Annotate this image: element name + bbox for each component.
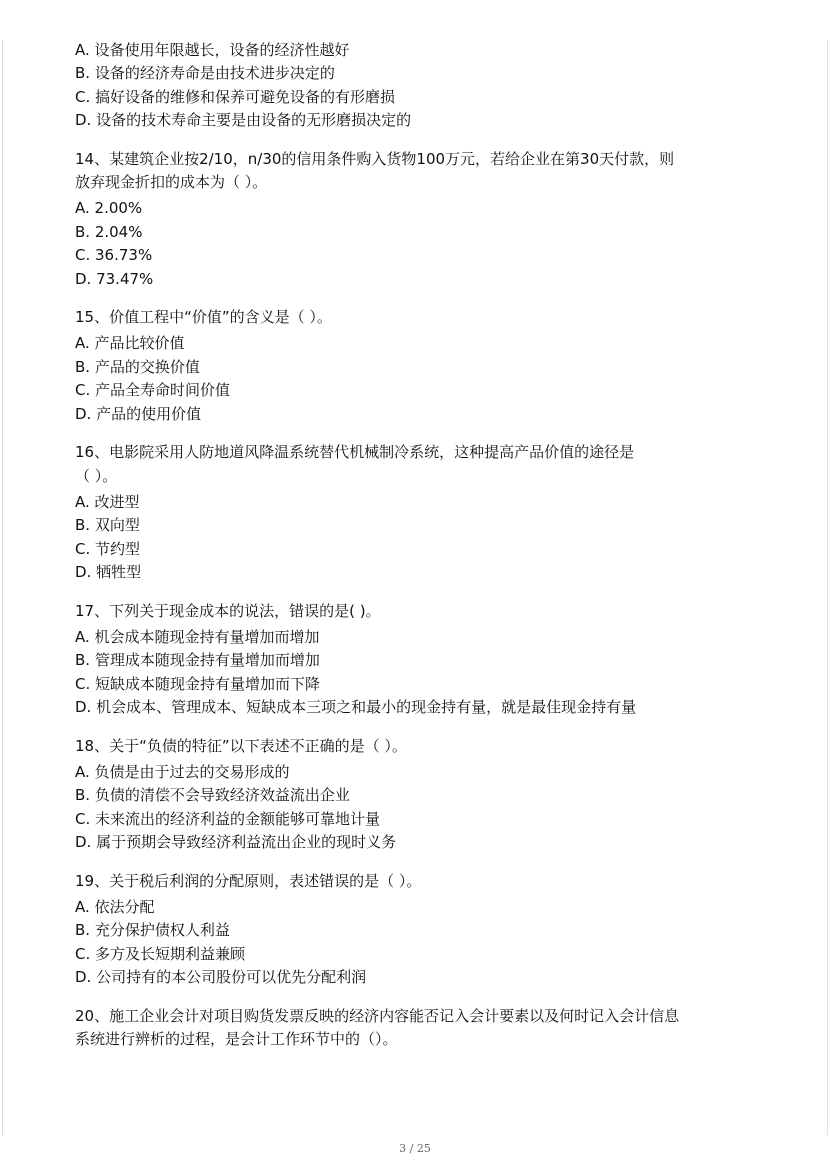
option: C. 节约型	[75, 539, 141, 558]
question-text: 17、下列关于现金成本的说法，错误的是( )。	[75, 601, 381, 620]
option: B. 负债的清偿不会导致经济效益流出企业	[75, 786, 350, 805]
option: B. 管理成本随现金持有量增加而增加	[75, 651, 320, 670]
page-edge-left	[2, 40, 3, 1135]
option: A. 依法分配	[75, 898, 155, 916]
option: D. 73.47%	[75, 269, 154, 288]
option: B. 双向型	[75, 516, 140, 535]
option: B. 充分保护债权人利益	[75, 921, 230, 940]
option: B. 设备的经济寿命是由技术进步决定的	[75, 64, 335, 83]
page-number: 3 / 25	[399, 1142, 431, 1155]
option: A. 负债是由于过去的交易形成的	[75, 762, 290, 781]
option: B. 产品的交换价值	[75, 357, 200, 376]
option: C. 36.73%	[75, 246, 153, 265]
question-14	[75, 148, 755, 291]
option: C. 短缺成本随现金持有量增加而下降	[75, 674, 321, 693]
page-edge-right	[827, 40, 828, 1135]
option: D. 公司持有的本公司股份可以优先分配利润	[75, 968, 367, 987]
question-text: （ ）。	[75, 466, 118, 485]
question-text: 放弃现金折扣的成本为（ ）。	[75, 173, 268, 192]
question-17	[75, 600, 755, 720]
option: B. 2.04%	[75, 222, 143, 241]
question-15	[75, 306, 755, 426]
question-text: 19、关于税后利润的分配原则，表述错误的是（ ）。	[75, 871, 422, 890]
question-list	[75, 39, 755, 1051]
question-19	[75, 870, 755, 990]
option: C. 产品全寿命时间价值	[75, 381, 231, 400]
question-text: 系统进行辨析的过程，是会计工作环节中的（）。	[75, 1030, 398, 1049]
option: D. 设备的技术寿命主要是由设备的无形磨损决定的	[75, 111, 412, 130]
option: A. 产品比较价值	[75, 334, 185, 353]
option: D. 机会成本、管理成本、短缺成本三项之和最小的现金持有量，就是最佳现金持有量	[75, 698, 637, 717]
question-18	[75, 735, 755, 855]
option: C. 搞好设备的维修和保养可避免设备的有形磨损	[75, 87, 396, 106]
question-20	[75, 1005, 755, 1052]
option: D. 属于预期会导致经济利益流出企业的现时义务	[75, 833, 397, 852]
question-13-continued	[75, 39, 755, 133]
option: A. 改进型	[75, 492, 140, 511]
question-text: 18、关于“负债的特征”以下表述不正确的是（ ）。	[75, 736, 407, 755]
option: A. 机会成本随现金持有量增加而增加	[75, 627, 320, 646]
question-16	[75, 441, 755, 584]
question-text: 15、价值工程中“价值”的含义是（ ）。	[75, 308, 332, 327]
question-text: 16、电影院采用人防地道风降温系统替代机械制冷系统，这种提高产品价值的途径是	[75, 443, 635, 462]
question-text: 14、某建筑企业按2/10，n/30的信用条件购入货物100万元，若给企业在第30天付款，则	[75, 149, 675, 168]
option: A. 设备使用年限越长，设备的经济性越好	[75, 41, 350, 59]
option: A. 2.00%	[75, 199, 143, 218]
option: D. 牺牲型	[75, 563, 142, 582]
option: D. 产品的使用价值	[75, 404, 202, 423]
question-text: 20、施工企业会计对项目购货发票反映的经济内容能否记入会计要素以及何时记入会计信息	[75, 1006, 680, 1025]
option: C. 未来流出的经济利益的金额能够可靠地计量	[75, 809, 381, 828]
option: C. 多方及长短期利益兼顾	[75, 944, 246, 963]
